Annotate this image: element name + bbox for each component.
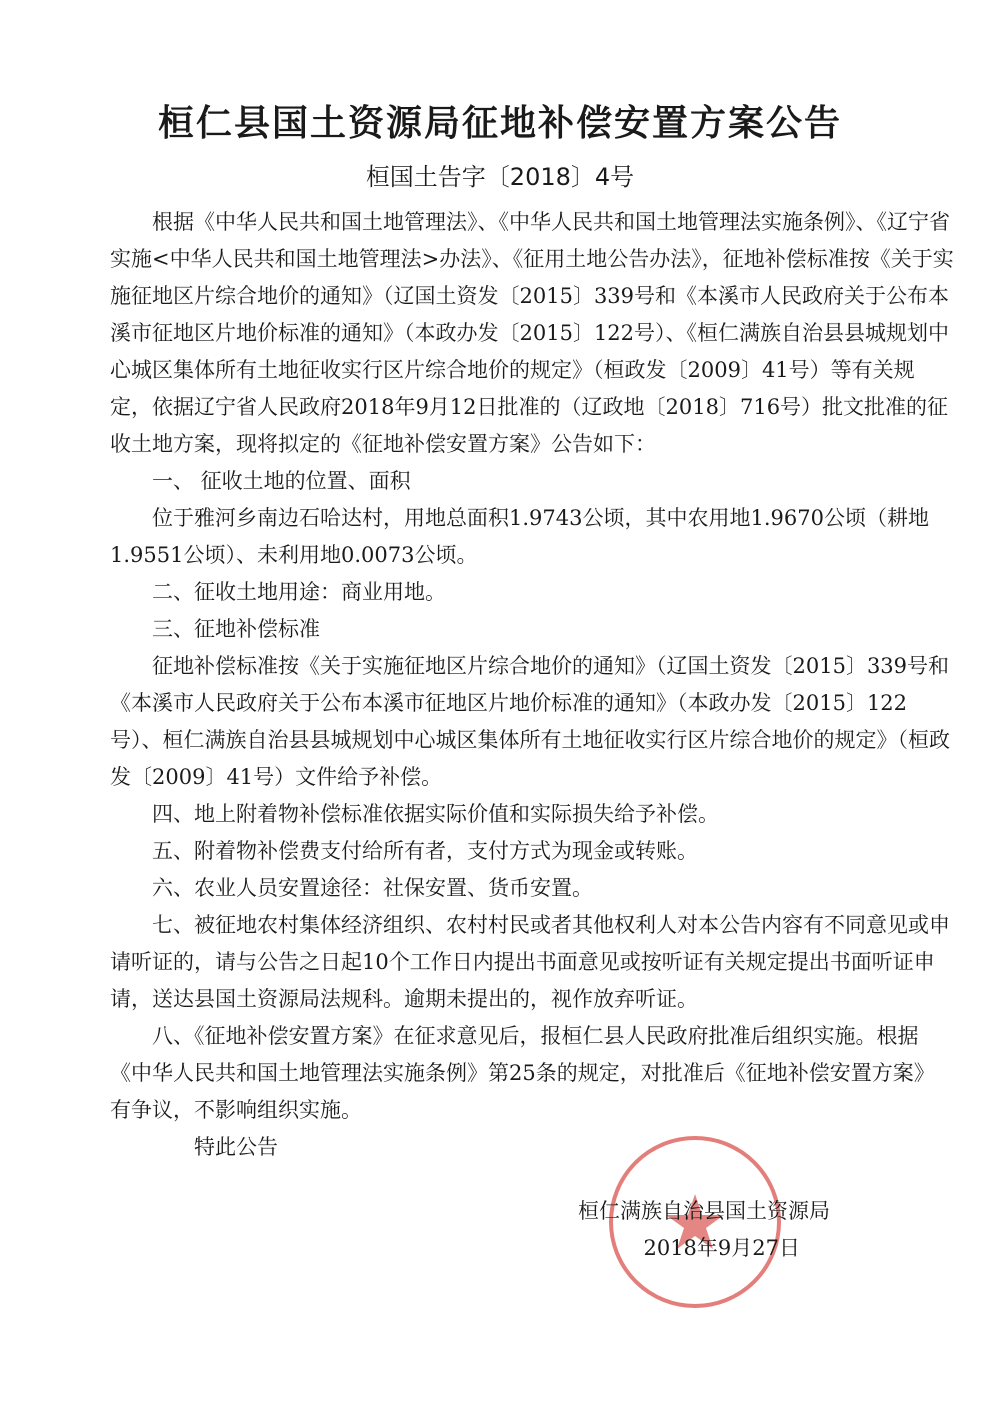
section-7: 七、被征地农村集体经济组织、农村村民或者其他权利人对本公告内容有不同意见或申请听证的，请与公告之日起10个工作日内提出书面意见或按听证有关规定提出书面听证申请，送达县国土资源局法规科。逾期未提出的，视作放弃听证。 — [110, 913, 950, 1011]
issuer-signature: 桓仁满族自治县国土资源局 — [578, 1199, 830, 1223]
document-number: 桓国土告字〔2018〕4号 — [365, 163, 635, 191]
paragraph-location: 位于雅河乡南边石哈达村，用地总面积1.9743公顷，其中农用地1.9670公顷（耕地1.9551公顷）、未利用地0.0073公顷。 — [110, 506, 929, 567]
paragraph-intro: 根据《中华人民共和国土地管理法》、《中华人民共和国土地管理法实施条例》、《辽宁省实施<中华人民共和国土地管理法>办法》、《征用土地公告办法》，征地补偿标准按《关于实施征地区片综合地价的通知》（辽国土资发〔2015〕339号和《本溪市人民政府关于公布本溪市征地区片地价标准的通知》（本政办发〔2015〕122号）、《桓仁满族自治县县城规划中心城区集体所有土地征收实行区片综合地价的规定》（桓政发〔2009〕41号）等有关规定，依据辽宁省人民政府2018年9月12日批准的（辽政地〔2018〕716号）批文批准的征收土地方案，现将拟定的《征地补偿安置方案》公告如下： — [110, 210, 954, 456]
section-heading-1: 一、 征收土地的位置、面积 — [152, 469, 411, 493]
section-8: 八、《征地补偿安置方案》在征求意见后，报桓仁县人民政府批准后组织实施。根据《中华人民共和国土地管理法实施条例》第25条的规定，对批准后《征地补偿安置方案》有争议，不影响组织实施。 — [110, 1024, 935, 1122]
issue-date: 2018年9月27日 — [643, 1236, 800, 1260]
section-heading-3: 三、征地补偿标准 — [152, 617, 320, 641]
section-6: 六、农业人员安置途径：社保安置、货币安置。 — [152, 876, 593, 900]
section-heading-2: 二、征收土地用途：商业用地。 — [152, 580, 446, 604]
section-4: 四、地上附着物补偿标准依据实际价值和实际损失给予补偿。 — [152, 802, 719, 826]
page-title: 桓仁县国土资源局征地补偿安置方案公告 — [157, 103, 842, 144]
closing-phrase: 特此公告 — [194, 1135, 278, 1159]
paragraph-standard: 征地补偿标准按《关于实施征地区片综合地价的通知》（辽国土资发〔2015〕339号和《本溪市人民政府关于公布本溪市征地区片地价标准的通知》（本政办发〔2015〕122号）、桓仁满族自治县县城规划中心城区集体所有土地征收实行区片综合地价的规定》（桓政发〔2009〕41号）文件给予补偿。 — [110, 654, 950, 789]
section-5: 五、附着物补偿费支付给所有者，支付方式为现金或转账。 — [152, 839, 698, 863]
announcement-body — [110, 204, 955, 1166]
